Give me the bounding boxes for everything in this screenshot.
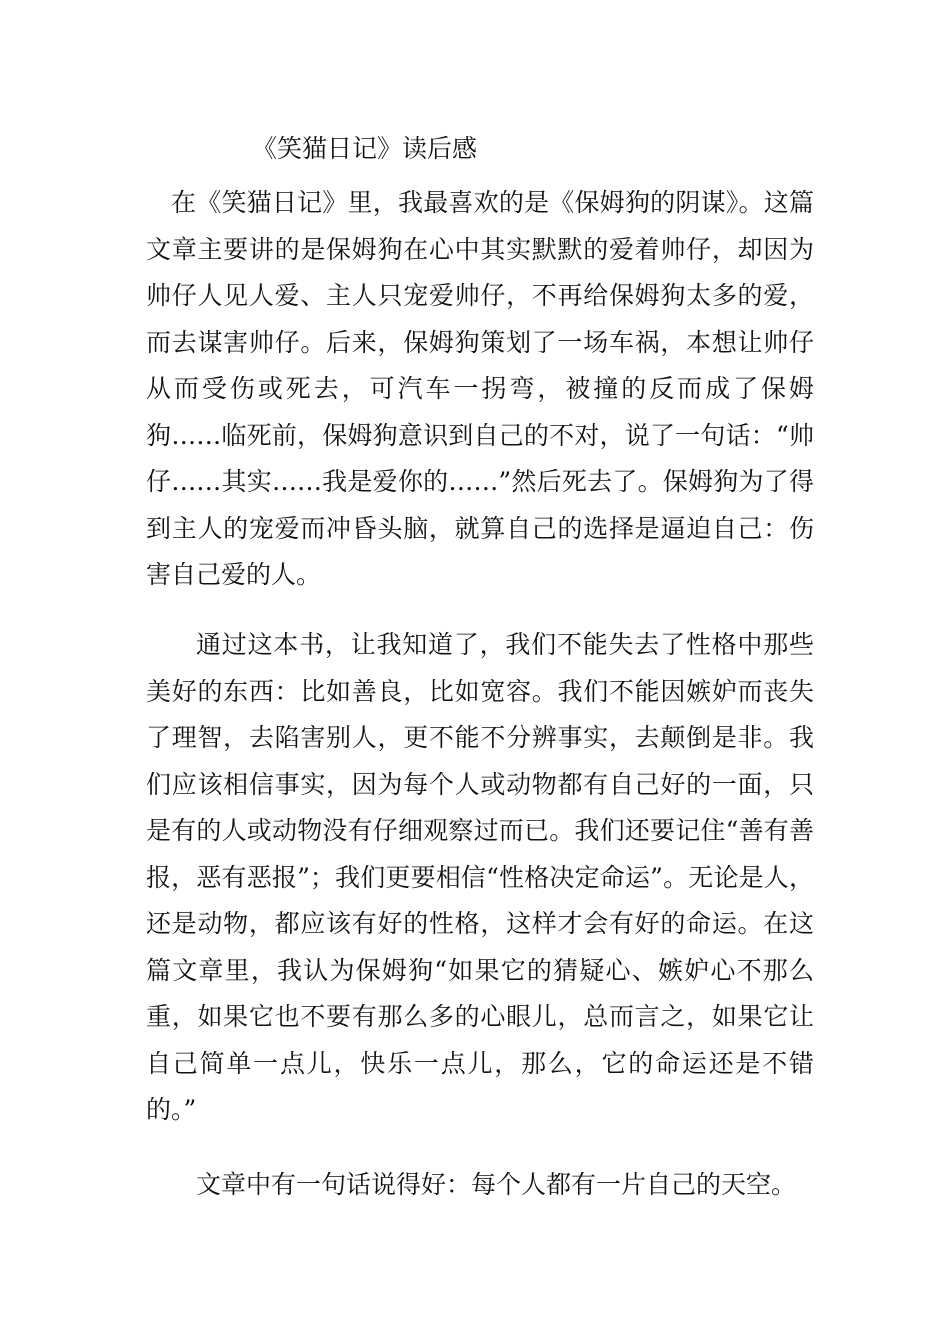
paragraph-2: 通过这本书，让我知道了，我们不能失去了性格中那些美好的东西：比如善良，比如宽容。我们不能因嫉妒而丧失了理智，去陷害别人，更不能不分辨事实，去颠倒是非。我们应该相信事实，因为每个人或动物都有自己好的一面，只是有的人或动物没有仔细观察过而已。我们还要记住“善有善报，恶有恶报”；我们更要相信“性格决定命运”。无论是人，还是动物，都应该有好的性格，这样才会有好的命运。在这篇文章里，我认为保姆狗“如果它的猜疑心、嫉妒心不那么重，如果它也不要有那么多的心眼儿，总而言之，如果它让自己简单一点儿，快乐一点儿，那么，它的命运还是不错的。” (146, 630, 814, 1124)
paragraph-3: 文章中有一句话说得好：每个人都有一片自己的天空。 (196, 1170, 797, 1199)
paragraph-1: 在《笑猫日记》里，我最喜欢的是《保姆狗的阴谋》。这篇文章主要讲的是保姆狗在心中其实默默的爱着帅仔，却因为帅仔人见人爱、主人只宠爱帅仔，不再给保姆狗太多的爱，而去谋害帅仔。后来，保姆狗策划了一场车祸，本想让帅仔从而受伤或死去，可汽车一拐弯，被撞的反而成了保姆狗……临死前，保姆狗意识到自己的不对，说了一句话：“帅仔……其实……我是爱你的……”然后死去了。保姆狗为了得到主人的宠爱而冲昏头脑，就算自己的选择是逼迫自己：伤害自己爱的人。 (146, 188, 814, 589)
document-title: 《笑猫日记》读后感 (252, 134, 478, 163)
